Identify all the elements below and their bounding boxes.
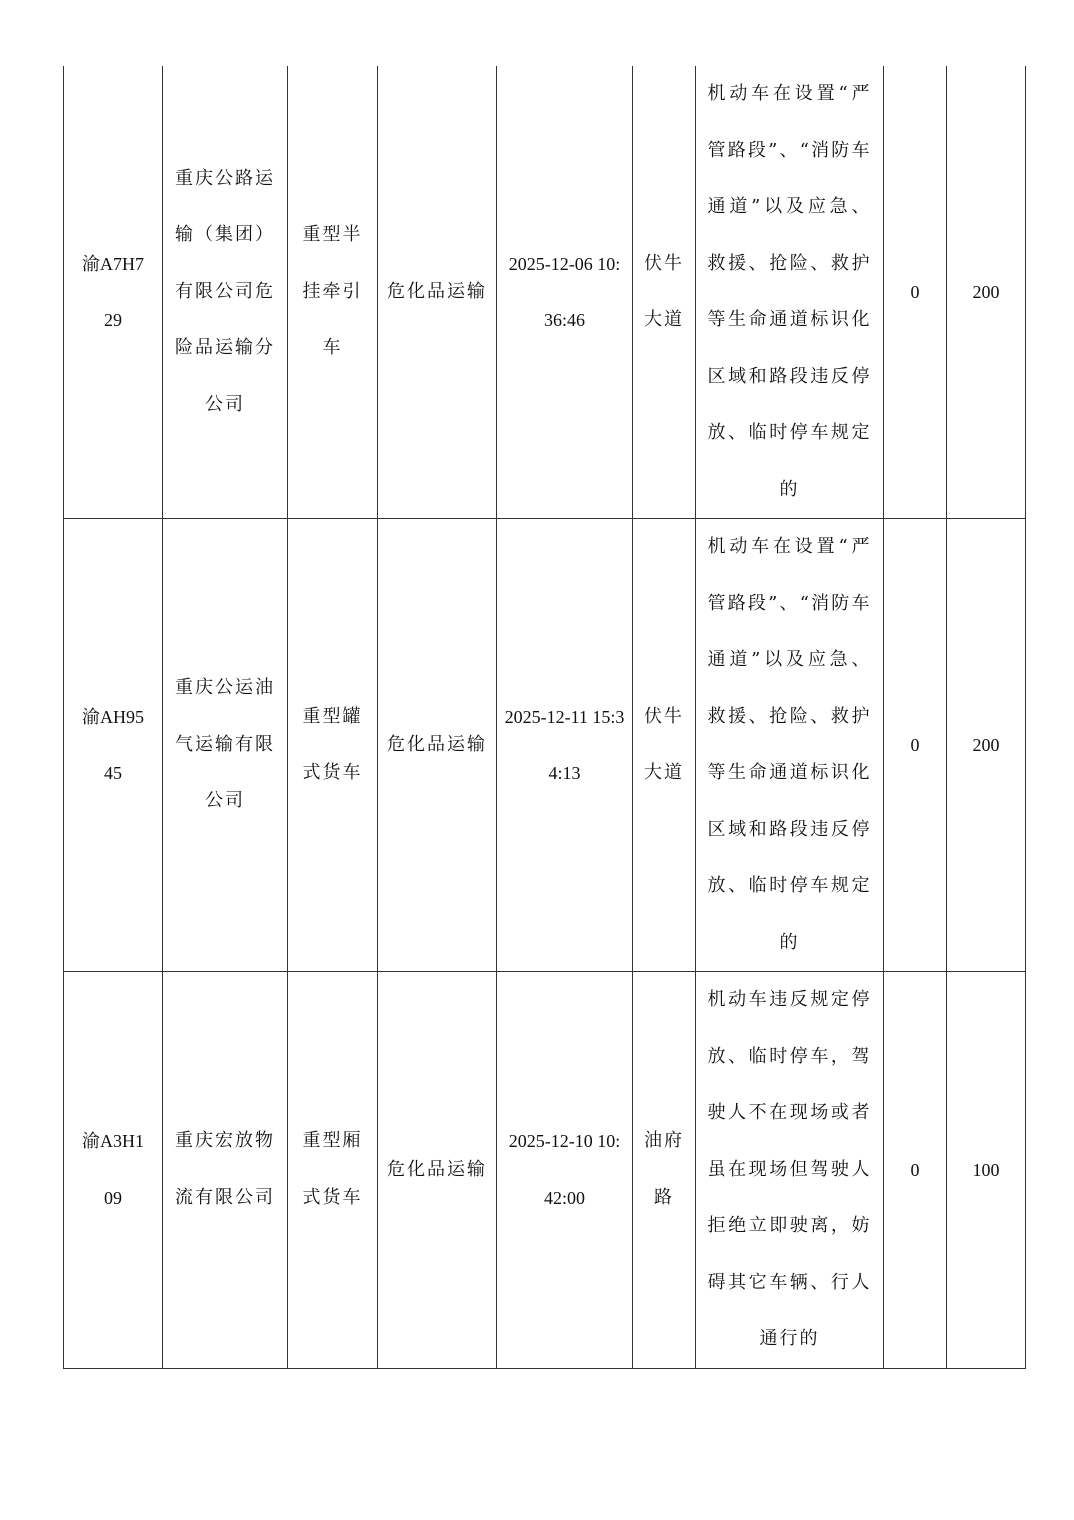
usage-cell [378,519,497,972]
points-cell [884,66,947,519]
vehicle-usage: 危化品运输 [387,1158,487,1180]
violation-cell [696,519,884,972]
vehicle-type: 重型半挂牵引车 [302,224,363,359]
location-cell [633,519,696,972]
fine-cell [947,66,1026,519]
vehicle-type-cell [288,66,378,519]
company-name: 重庆公路运输（集团）有限公司危险品运输分公司 [175,167,275,415]
plate-number: 渝A7H729 [82,253,144,330]
penalty-points: 0 [910,734,920,755]
location-cell [633,66,696,519]
violation-cell [696,66,884,519]
vehicle-type-cell [288,519,378,972]
violation-description: 机动车违反规定停放、临时停车，驾驶人不在现场或者虽在现场但驾驶人拒绝立即驶离，妨碍其它车辆、行人通行的 [707,989,872,1349]
time-cell [497,66,633,519]
company-name: 重庆公运油气运输有限公司 [175,677,275,812]
usage-cell [378,972,497,1369]
location-cell [633,972,696,1369]
time-cell [497,519,633,972]
violation-location: 油府路 [644,1130,684,1208]
penalty-points: 0 [910,1159,920,1180]
plate-number: 渝AH9545 [82,706,144,783]
plate-number: 渝A3H109 [82,1131,144,1208]
table-row [64,972,1026,1369]
table-row [64,66,1026,519]
time-cell [497,972,633,1369]
vehicle-usage: 危化品运输 [387,280,487,302]
violation-description: 机动车在设置“严管路段”、“消防车通道”以及应急、救援、抢险、救护等生命通道标识化区域和路段违反停放、临时停车规定的 [707,83,872,500]
vehicle-usage: 危化品运输 [387,733,487,755]
fine-cell [947,972,1026,1369]
violation-location: 伏牛大道 [644,705,684,783]
company-cell [163,66,288,519]
plate-cell [64,972,163,1369]
company-cell [163,972,288,1369]
fine-amount: 200 [972,734,1000,755]
fine-amount: 100 [972,1159,1000,1180]
table-row [64,519,1026,972]
vehicle-type: 重型厢式货车 [302,1130,363,1208]
vehicle-type: 重型罐式货车 [302,705,363,783]
violation-time: 2025-12-06 10:36:46 [508,253,621,330]
company-name: 重庆宏放物流有限公司 [175,1130,275,1208]
violation-records-table [63,66,1026,1369]
company-cell [163,519,288,972]
points-cell [884,972,947,1369]
violation-cell [696,972,884,1369]
usage-cell [378,66,497,519]
violation-time: 2025-12-10 10:42:00 [508,1131,621,1208]
penalty-points: 0 [910,281,920,302]
vehicle-type-cell [288,972,378,1369]
fine-cell [947,519,1026,972]
violation-time: 2025-12-11 15:34:13 [504,706,625,783]
fine-amount: 200 [972,281,1000,302]
points-cell [884,519,947,972]
plate-cell [64,66,163,519]
violation-description: 机动车在设置“严管路段”、“消防车通道”以及应急、救援、抢险、救护等生命通道标识化区域和路段违反停放、临时停车规定的 [707,536,872,953]
violation-location: 伏牛大道 [644,252,684,330]
plate-cell [64,519,163,972]
